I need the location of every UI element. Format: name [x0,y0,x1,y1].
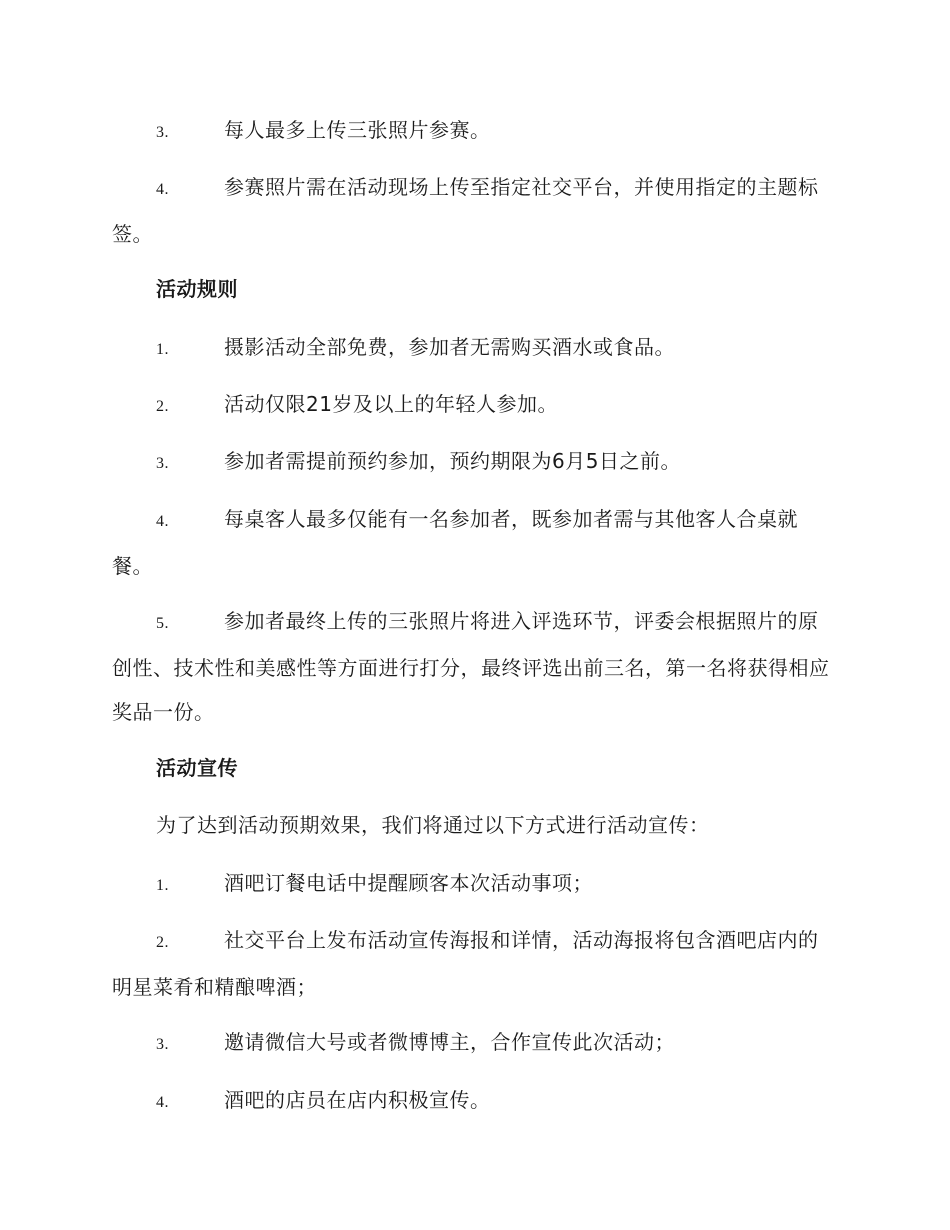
list-text: 摄影活动全部免费，参加者无需购买酒水或食品。 [224,335,675,359]
section-heading-rules: 活动规则 [156,277,238,301]
list-item [112,1020,834,1067]
list-text: 活动仅限21岁及以上的年轻人参加。 [224,392,558,416]
list-number: 4. [156,513,169,530]
list-text: 邀请微信大号或者微博博主，合作宣传此次活动； [224,1030,675,1054]
list-number: 3. [156,1036,169,1053]
promo-intro: 为了达到活动预期效果，我们将通过以下方式进行活动宣传： [156,813,710,837]
list-number: 2. [156,934,169,951]
list-text: 参加者最终上传的三张照片将进入评选环节，评委会根据照片的原创性、技术性和美感性等方面进行打分，最终评选出前三名，第一名将获得相应奖品一份。 [112,609,830,724]
list-number: 3. [156,124,169,141]
list-item [112,1078,834,1125]
list-number: 4. [156,1094,169,1111]
list-number: 3. [156,455,169,472]
list-item [112,325,834,372]
list-number: 4. [156,181,169,198]
list-number: 5. [156,615,169,632]
list-item [112,382,834,429]
list-text: 每人最多上传三张照片参赛。 [224,118,491,142]
list-text: 酒吧订餐电话中提醒顾客本次活动事项； [224,871,593,895]
list-item [112,165,834,256]
section-heading-promo: 活动宣传 [156,756,238,780]
list-text: 参加者需提前预约参加，预约期限为6月5日之前。 [224,449,681,473]
list-text: 每桌客人最多仅能有一名参加者，既参加者需与其他客人合桌就餐。 [112,507,798,578]
list-text: 酒吧的店员在店内积极宣传。 [224,1088,491,1112]
list-text: 参赛照片需在活动现场上传至指定社交平台，并使用指定的主题标签。 [112,175,819,246]
list-item [112,439,834,486]
list-item [112,918,834,1009]
list-number: 2. [156,398,169,415]
list-item [112,861,834,908]
list-item [112,108,834,155]
list-number: 1. [156,877,169,894]
list-text: 社交平台上发布活动宣传海报和详情，活动海报将包含酒吧店内的明星菜肴和精酿啤酒； [112,928,819,999]
list-item [112,497,834,588]
list-item [112,599,834,734]
list-number: 1. [156,341,169,358]
